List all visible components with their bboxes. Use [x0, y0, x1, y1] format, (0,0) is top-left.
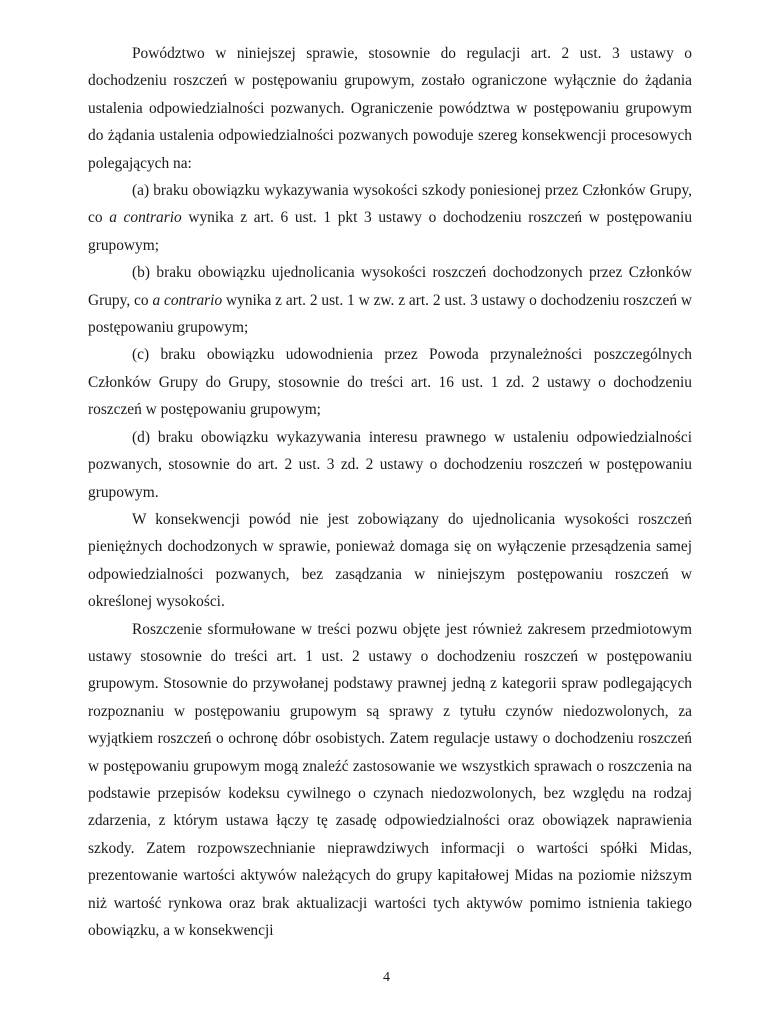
- paragraph-consequence: W konsekwencji powód nie jest zobowiązany do ujednolicania wysokości roszczeń pieniężnych dochodzonych w sprawie, ponieważ domaga się on wyłączenie przesądzenia samej odpowiedzialności pozwanych, bez zasądzania w niniejszym postępowaniu roszczeń w określonej wysokości.: [88, 510, 692, 611]
- document-page: [88, 40, 692, 944]
- paragraph-intro: Powództwo w niniejszej sprawie, stosownie do regulacji art. 2 ust. 3 ustawy o dochodzeniu roszczeń w postępowaniu grupowym, zostało ograniczone wyłącznie do żądania ustalenia odpowiedzialności pozwanych. Ograniczenie powództwa w postępowaniu grupowym do żądania ustalenia odpowiedzialności pozwanych powoduje szereg konsekwencji procesowych polegających na:: [88, 45, 692, 172]
- item-b-text-after: wynika z art. 2 ust. 1 w zw. z art. 2 ust. 3 ustawy o dochodzeniu roszczeń w postępowaniu grupowym;: [88, 291, 692, 337]
- paragraph-item-c: (c) braku obowiązku udowodnienia przez Powoda przynależności poszczególnych Członków Grupy do Grupy, stosownie do treści art. 16 ust. 1 zd. 2 ustawy o dochodzeniu roszczeń w postępowaniu grupowym;: [88, 346, 692, 419]
- item-a-italic-term: a contrario: [109, 209, 182, 227]
- item-b-text-before: (b) braku obowiązku ujednolicania wysokości roszczeń dochodzonych przez Członków Grupy, co: [88, 264, 692, 309]
- item-a-text-before: (a) braku obowiązku wykazywania wysokości szkody poniesionej przez Członków Grupy, co: [88, 182, 692, 227]
- paragraph-item-a: [88, 177, 692, 259]
- paragraph-item-d: (d) braku obowiązku wykazywania interesu prawnego w ustaleniu odpowiedzialności pozwanych, stosownie do art. 2 ust. 3 zd. 2 ustawy o dochodzeniu roszczeń w postępowaniu grupowym.: [88, 428, 692, 501]
- page-number: 4: [383, 970, 390, 985]
- item-b-italic-term: a contrario: [152, 291, 223, 309]
- paragraph-item-b: [88, 259, 692, 341]
- item-a-text-after: wynika z art. 6 ust. 1 pkt 3 ustawy o dochodzeniu roszczeń w postępowaniu grupowym;: [88, 209, 693, 254]
- paragraph-scope: Roszczenie sformułowane w treści pozwu objęte jest również zakresem przedmiotowym ustawy stosownie do treści art. 1 ust. 2 ustawy o dochodzeniu roszczeń w postępowaniu grupowym. Stosownie do przywołanej podstawy prawnej jedną z kategorii spraw podlegających rozpoznaniu w postępowaniu grupowym są sprawy z tytułu czynów niedozwolonych, za wyjątkiem roszczeń o ochronę dóbr osobistych. Zatem regulacje ustawy o dochodzeniu roszczeń w postępowaniu grupowym mogą znaleźć zastosowanie we wszystkich sprawach o roszczenia na podstawie przepisów kodeksu cywilnego o czynach niedozwolonych, bez względu na rodzaj zdarzenia, z którym ustawa łączy tę zasadę odpowiedzialności oraz obowiązek naprawienia szkody. Zatem rozpowszechnianie nieprawdziwych informacji o wartości spółki Midas, prezentowanie wartości aktywów należących do grupy kapitałowej Midas na poziomie niższym niż wartość rynkowa oraz brak aktualizacji wartości tych aktywów pomimo istnienia takiego obowiązku, a w konsekwencji: [88, 620, 692, 939]
